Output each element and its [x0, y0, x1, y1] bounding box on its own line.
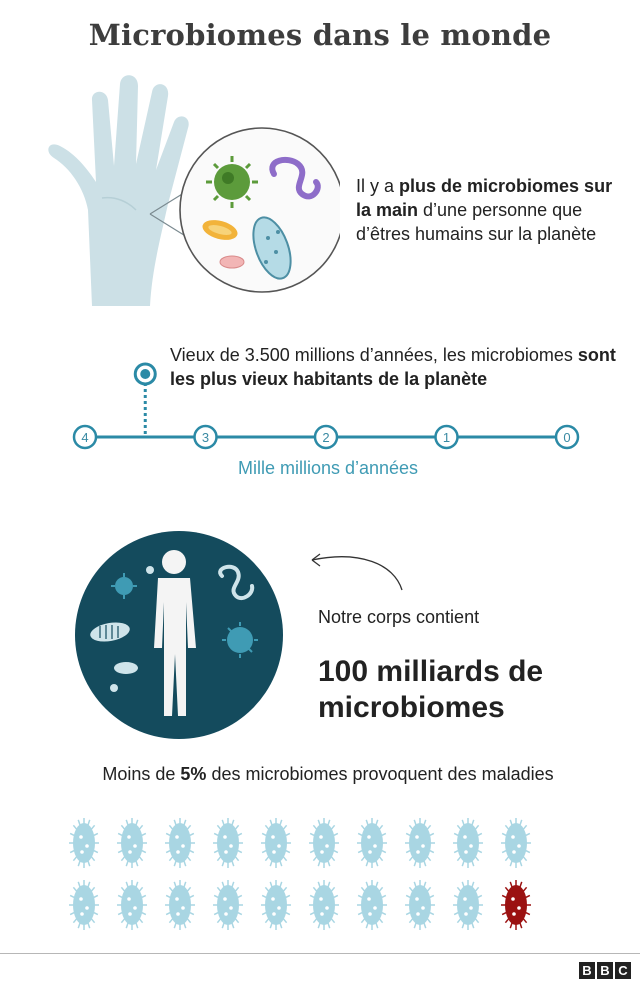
page-title: Microbiomes dans le monde: [88, 18, 552, 52]
harmless-microbe-icon: [261, 880, 291, 930]
disease-fact-text: [0, 764, 640, 785]
harmless-microbe-icon: [453, 818, 483, 868]
timeline-axis-label: Mille millions d’années: [237, 458, 419, 478]
harmless-microbe-icon: [309, 880, 339, 930]
speck-icon: [110, 684, 118, 692]
disease-fact-part2: des microbiomes provoquent des maladies: [206, 764, 554, 784]
disease-fact-bold: 5%: [180, 764, 207, 784]
timeline-fact-part1: Vieux de 3.500 millions d’années, les microbiomes: [170, 345, 578, 365]
timeline-marker: [135, 364, 155, 435]
timeline-tick-label: 3: [201, 430, 210, 445]
magnifier-circle: [180, 128, 340, 292]
human-body-illustration: [74, 530, 284, 740]
harmless-microbe-icon: [501, 818, 531, 868]
timeline-tick-label: 2: [322, 430, 330, 445]
harmless-microbe-icon: [405, 818, 435, 868]
curved-arrow-icon: [300, 548, 410, 598]
harmless-microbe-icon: [453, 880, 483, 930]
timeline-tick-label: 1: [442, 430, 451, 445]
harmful-microbe-icon: [501, 880, 531, 930]
harmless-microbe-icon: [69, 880, 99, 930]
timeline-fact-bold: sont les plus vieux habitants de la planète: [170, 345, 616, 389]
bbc-logo-letter: B: [579, 962, 595, 979]
timeline: [0, 355, 640, 455]
harmless-microbe-icon: [405, 880, 435, 930]
pink-bacteria-icon: [220, 256, 244, 268]
body-intro-text: Notre corps contient: [318, 607, 480, 627]
speck-icon: [146, 566, 154, 574]
hand-icon: [48, 75, 188, 306]
harmless-microbe-icon: [357, 818, 387, 868]
bbc-logo-letter: B: [597, 962, 613, 979]
timeline-marker-dot: [140, 369, 150, 379]
hand-fact-text: [356, 174, 621, 246]
hand-fact-part2: d’une personne que d’êtres humains sur la planète: [356, 200, 597, 244]
harmless-microbe-icon: [165, 880, 195, 930]
bbc-logo-letter: C: [615, 962, 631, 979]
microbe-grid: [60, 812, 580, 940]
harmless-microbe-icon: [309, 818, 339, 868]
timeline-tick-label: 4: [81, 430, 89, 445]
harmless-microbe-icon: [69, 818, 99, 868]
disease-fact-part1: Moins de: [102, 764, 181, 784]
timeline-tick-label: 0: [563, 430, 571, 445]
harmless-microbe-icon: [165, 818, 195, 868]
footer-divider: [0, 953, 640, 954]
body-count-text: 100 milliards de microbiomes: [318, 655, 544, 724]
harmless-microbe-icon: [357, 880, 387, 930]
bbc-logo: [579, 962, 631, 979]
harmless-microbe-icon: [117, 880, 147, 930]
hand-fact-part1: Il y a: [356, 176, 400, 196]
harmless-microbe-icon: [213, 880, 243, 930]
harmless-microbe-icon: [261, 818, 291, 868]
hand-fact-bold: plus de microbiomes sur la main: [356, 176, 613, 220]
hand-illustration: [40, 70, 340, 315]
harmless-microbe-icon: [117, 818, 147, 868]
harmless-microbe-icon: [213, 818, 243, 868]
oval-bacteria-icon: [114, 662, 138, 674]
